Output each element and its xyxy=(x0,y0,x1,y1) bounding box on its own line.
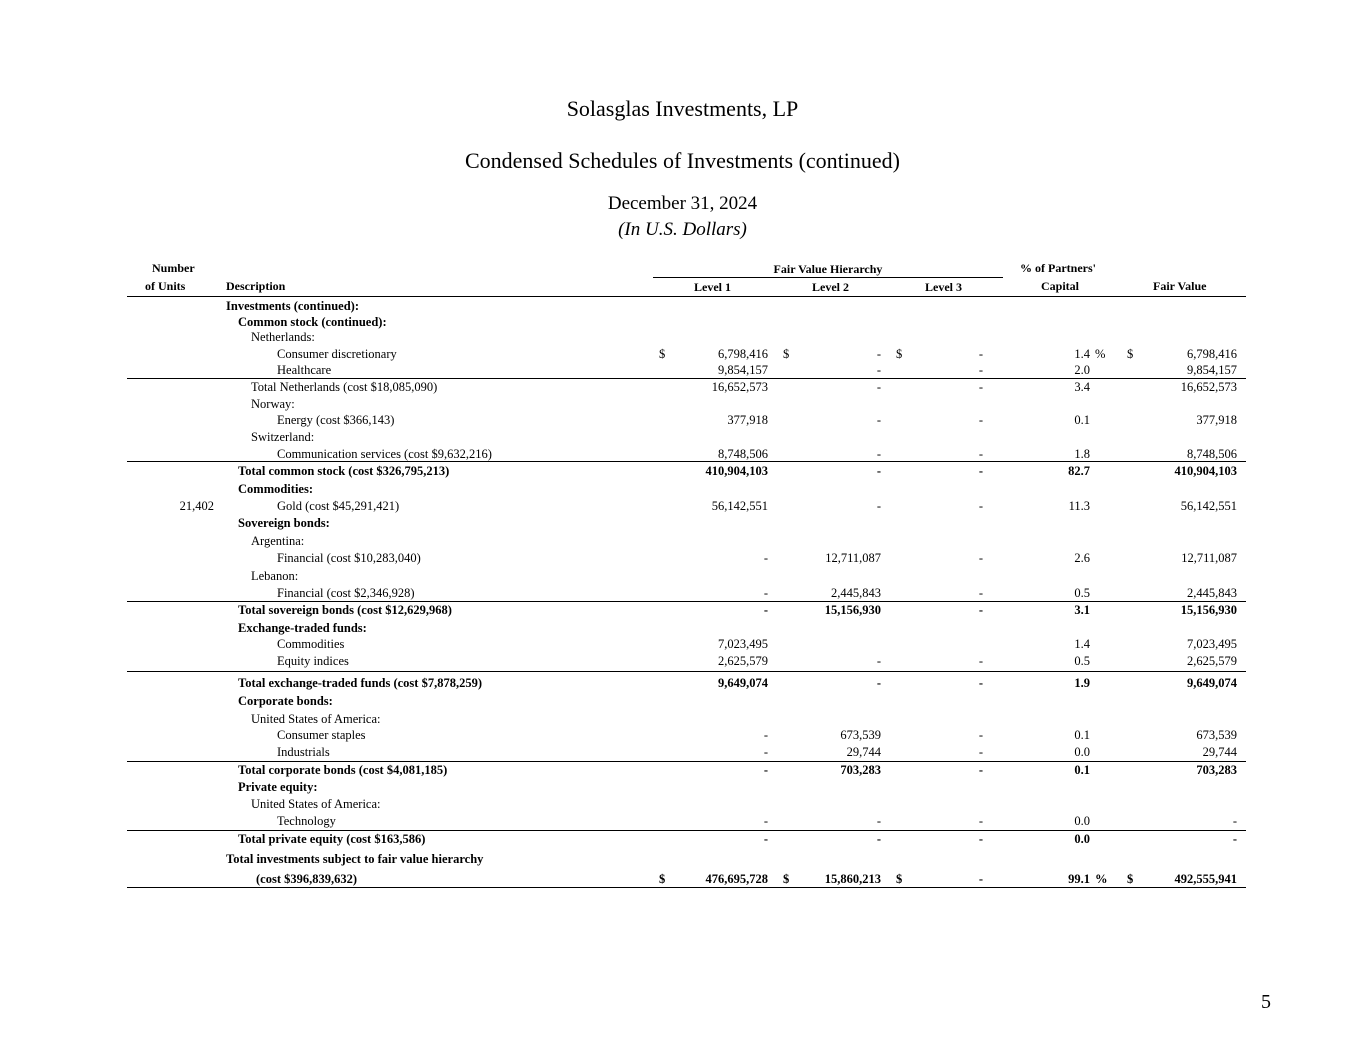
pct-capital-value: 82.7 xyxy=(1068,464,1090,478)
pct-capital-value: 0.0 xyxy=(1074,745,1090,759)
level2-value: 673,539 xyxy=(840,728,881,742)
pct-capital-value: 1.4 xyxy=(1074,637,1090,651)
level2-value: - xyxy=(876,832,881,846)
level2-dollar-sign: $ xyxy=(783,347,790,361)
pct-capital-value: 11.3 xyxy=(1068,499,1090,513)
description-cell: Exchange-traded funds: xyxy=(238,621,367,635)
fair-value-value: 6,798,416 xyxy=(1187,347,1237,361)
level1-value: 2,625,579 xyxy=(718,654,768,668)
table-row xyxy=(0,813,1365,829)
level1-dollar-sign: $ xyxy=(659,872,666,886)
fair-value-value: 492,555,941 xyxy=(1174,872,1237,886)
description-cell: Common stock (continued): xyxy=(238,315,387,329)
level1-value: - xyxy=(763,763,768,777)
description-cell: Commodities xyxy=(277,637,345,651)
level2-value: - xyxy=(876,413,881,427)
level1-value: 476,695,728 xyxy=(705,872,768,886)
description-cell: Switzerland: xyxy=(251,430,315,444)
description-cell: (cost $396,839,632) xyxy=(256,872,358,886)
level3-value: - xyxy=(978,499,983,513)
level3-value: - xyxy=(978,654,983,668)
level2-value: 12,711,087 xyxy=(825,551,881,565)
description-cell: Investments (continued): xyxy=(226,299,359,313)
table-row xyxy=(0,711,1365,727)
table-row xyxy=(0,298,1365,314)
level2-value: - xyxy=(876,464,881,478)
description-cell: Equity indices xyxy=(277,654,349,668)
level1-value: 7,023,495 xyxy=(718,637,768,651)
level2-value: - xyxy=(876,447,881,461)
description-cell: Netherlands: xyxy=(251,330,315,344)
fair-value-value: 673,539 xyxy=(1196,728,1237,742)
level3-value: - xyxy=(978,676,983,690)
fair-value-value: - xyxy=(1232,832,1237,846)
level1-value: - xyxy=(763,832,768,846)
pct-capital-value: 1.4 xyxy=(1074,347,1090,361)
table-row xyxy=(0,362,1365,378)
level3-value: - xyxy=(978,872,983,886)
fair-value-value: 15,156,930 xyxy=(1180,603,1237,617)
level3-value: - xyxy=(978,728,983,742)
pct-capital-value: 0.1 xyxy=(1074,728,1090,742)
description-cell: United States of America: xyxy=(251,797,381,811)
description-cell: Private equity: xyxy=(238,780,318,794)
level3-value: - xyxy=(978,363,983,377)
level2-value: 15,156,930 xyxy=(824,603,881,617)
fair-value-value: 410,904,103 xyxy=(1174,464,1237,478)
level2-value: - xyxy=(876,814,881,828)
description-header: Description xyxy=(226,279,286,293)
description-cell: Healthcare xyxy=(277,363,332,377)
pct-capital-value: 1.8 xyxy=(1074,447,1090,461)
table-row xyxy=(0,568,1365,584)
fair-value-value: 29,744 xyxy=(1202,745,1237,759)
units-header-line2: of Units xyxy=(145,279,186,293)
level2-value: 29,744 xyxy=(846,745,881,759)
description-cell: Financial (cost $2,346,928) xyxy=(277,586,415,600)
level2-value: - xyxy=(876,347,881,361)
table-row xyxy=(0,446,1365,462)
level1-value: 6,798,416 xyxy=(718,347,768,361)
level3-value: - xyxy=(978,447,983,461)
table-row xyxy=(0,481,1365,497)
fair-value-value: 8,748,506 xyxy=(1187,447,1237,461)
pct-sign: % xyxy=(1095,872,1108,886)
hierarchy-underline xyxy=(653,277,1003,278)
level1-value: 377,918 xyxy=(727,413,768,427)
table-row xyxy=(0,463,1365,479)
level1-value: 8,748,506 xyxy=(718,447,768,461)
description-cell: Energy (cost $366,143) xyxy=(277,413,395,427)
fair-value-value: 9,649,074 xyxy=(1187,676,1237,690)
table-row xyxy=(0,871,1365,887)
level3-value: - xyxy=(978,763,983,777)
header-rule xyxy=(127,296,1246,297)
pct-header-line2: Capital xyxy=(1041,279,1080,293)
table-row xyxy=(0,727,1365,743)
description-cell: Technology xyxy=(277,814,336,828)
table-row xyxy=(0,693,1365,709)
level1-value: 9,854,157 xyxy=(718,363,768,377)
level3-header: Level 3 xyxy=(925,280,962,294)
pct-capital-value: 99.1 xyxy=(1068,872,1090,886)
table-row xyxy=(0,533,1365,549)
fair-value-value: 7,023,495 xyxy=(1187,637,1237,651)
description-cell: Total common stock (cost $326,795,213) xyxy=(238,464,450,478)
table-row xyxy=(0,851,1365,867)
statement-title: Condensed Schedules of Investments (continued) xyxy=(464,148,900,173)
table-row xyxy=(0,515,1365,531)
level2-dollar-sign: $ xyxy=(783,872,790,886)
table-row xyxy=(0,653,1365,669)
pct-capital-value: 2.0 xyxy=(1074,363,1090,377)
pct-capital-value: 0.5 xyxy=(1074,586,1090,600)
level1-dollar-sign: $ xyxy=(659,347,666,361)
fair-value-dollar-sign: $ xyxy=(1127,872,1134,886)
level1-value: - xyxy=(763,551,768,565)
level1-value: 56,142,551 xyxy=(711,499,768,513)
fair-value-value: 2,445,843 xyxy=(1187,586,1237,600)
table-row xyxy=(0,762,1365,778)
description-cell: Consumer discretionary xyxy=(277,347,397,361)
table-row xyxy=(0,329,1365,345)
table-row xyxy=(0,412,1365,428)
statement-date: December 31, 2024 xyxy=(607,193,758,214)
level3-value: - xyxy=(978,413,983,427)
level3-value: - xyxy=(978,586,983,600)
level3-value: - xyxy=(978,380,983,394)
pct-sign: % xyxy=(1095,347,1106,361)
level1-header: Level 1 xyxy=(694,280,731,294)
description-cell: Lebanon: xyxy=(251,569,299,583)
level3-value: - xyxy=(978,814,983,828)
level2-value: 2,445,843 xyxy=(831,586,881,600)
level1-value: - xyxy=(763,814,768,828)
description-cell: Total Netherlands (cost $18,085,090) xyxy=(251,380,438,394)
fair-value-dollar-sign: $ xyxy=(1127,347,1134,361)
level3-dollar-sign: $ xyxy=(896,347,903,361)
level3-value: - xyxy=(978,832,983,846)
pct-capital-value: 2.6 xyxy=(1074,551,1090,565)
fair-value-value: 703,283 xyxy=(1196,763,1237,777)
fair-value-value: 16,652,573 xyxy=(1180,380,1237,394)
fair-value-value: 56,142,551 xyxy=(1180,499,1237,513)
level3-dollar-sign: $ xyxy=(896,872,903,886)
company-name: Solasglas Investments, LP xyxy=(566,96,799,121)
pct-capital-value: 3.4 xyxy=(1074,380,1090,394)
fair-value-header: Fair Value xyxy=(1153,279,1207,293)
table-row xyxy=(0,379,1365,395)
description-cell: United States of America: xyxy=(251,712,381,726)
pct-capital-value: 0.0 xyxy=(1074,814,1090,828)
level1-value: - xyxy=(763,728,768,742)
level1-value: - xyxy=(763,745,768,759)
subtotal-rule xyxy=(127,671,1246,672)
table-row xyxy=(0,498,1365,514)
pct-capital-value: 0.0 xyxy=(1074,832,1090,846)
description-cell: Corporate bonds: xyxy=(238,694,333,708)
table-row xyxy=(0,620,1365,636)
table-row xyxy=(0,744,1365,760)
level3-value: - xyxy=(978,347,983,361)
description-cell: Industrials xyxy=(277,745,330,759)
table-row xyxy=(0,346,1365,362)
description-cell: Argentina: xyxy=(251,534,305,548)
table-row xyxy=(0,831,1365,847)
level2-value: 703,283 xyxy=(840,763,881,777)
table-row xyxy=(0,429,1365,445)
pct-capital-value: 3.1 xyxy=(1074,603,1090,617)
level1-value: - xyxy=(763,586,768,600)
fair-value-hierarchy-header: Fair Value Hierarchy xyxy=(773,262,883,276)
level2-value: 15,860,213 xyxy=(824,872,881,886)
units-cell: 21,402 xyxy=(179,499,214,513)
description-cell: Commodities: xyxy=(238,482,313,496)
currency-note: (In U.S. Dollars) xyxy=(618,219,747,240)
fair-value-value: 9,854,157 xyxy=(1187,363,1237,377)
units-header-line1: Number xyxy=(152,261,195,275)
table-row xyxy=(0,675,1365,691)
description-cell: Financial (cost $10,283,040) xyxy=(277,551,421,565)
level2-value: - xyxy=(876,676,881,690)
description-cell: Sovereign bonds: xyxy=(238,516,330,530)
description-cell: Total exchange-traded funds (cost $7,878,259) xyxy=(238,676,482,690)
fair-value-value: - xyxy=(1232,814,1237,828)
level2-value: - xyxy=(876,363,881,377)
table-row xyxy=(0,314,1365,330)
pct-capital-value: 0.5 xyxy=(1074,654,1090,668)
level1-value: 9,649,074 xyxy=(718,676,768,690)
fair-value-value: 12,711,087 xyxy=(1181,551,1237,565)
subtotal-rule xyxy=(127,887,1246,888)
level3-value: - xyxy=(978,603,983,617)
description-cell: Total private equity (cost $163,586) xyxy=(238,832,426,846)
description-cell: Total corporate bonds (cost $4,081,185) xyxy=(238,763,448,777)
level2-value: - xyxy=(876,380,881,394)
level1-value: 16,652,573 xyxy=(711,380,768,394)
table-row xyxy=(0,779,1365,795)
level1-value: 410,904,103 xyxy=(705,464,768,478)
level2-value: - xyxy=(876,499,881,513)
page-number: 5 xyxy=(1261,991,1271,1013)
pct-header-line1: % of Partners' xyxy=(1020,261,1096,275)
table-row xyxy=(0,396,1365,412)
fair-value-value: 2,625,579 xyxy=(1187,654,1237,668)
level1-value: - xyxy=(763,603,768,617)
level2-value: - xyxy=(876,654,881,668)
description-cell: Total investments subject to fair value hierarchy xyxy=(226,852,484,866)
subtotal-rule xyxy=(127,461,1246,462)
description-cell: Gold (cost $45,291,421) xyxy=(277,499,400,513)
table-row xyxy=(0,550,1365,566)
level2-header: Level 2 xyxy=(812,280,849,294)
table-row xyxy=(0,796,1365,812)
level3-value: - xyxy=(978,464,983,478)
description-cell: Communication services (cost $9,632,216) xyxy=(277,447,492,461)
pct-capital-value: 0.1 xyxy=(1074,763,1090,777)
table-row xyxy=(0,602,1365,618)
table-row xyxy=(0,636,1365,652)
description-cell: Total sovereign bonds (cost $12,629,968) xyxy=(238,603,452,617)
level3-value: - xyxy=(978,551,983,565)
description-cell: Norway: xyxy=(251,397,295,411)
pct-capital-value: 1.9 xyxy=(1074,676,1090,690)
description-cell: Consumer staples xyxy=(277,728,366,742)
table-row xyxy=(0,585,1365,601)
level3-value: - xyxy=(978,745,983,759)
fair-value-value: 377,918 xyxy=(1196,413,1237,427)
pct-capital-value: 0.1 xyxy=(1074,413,1090,427)
